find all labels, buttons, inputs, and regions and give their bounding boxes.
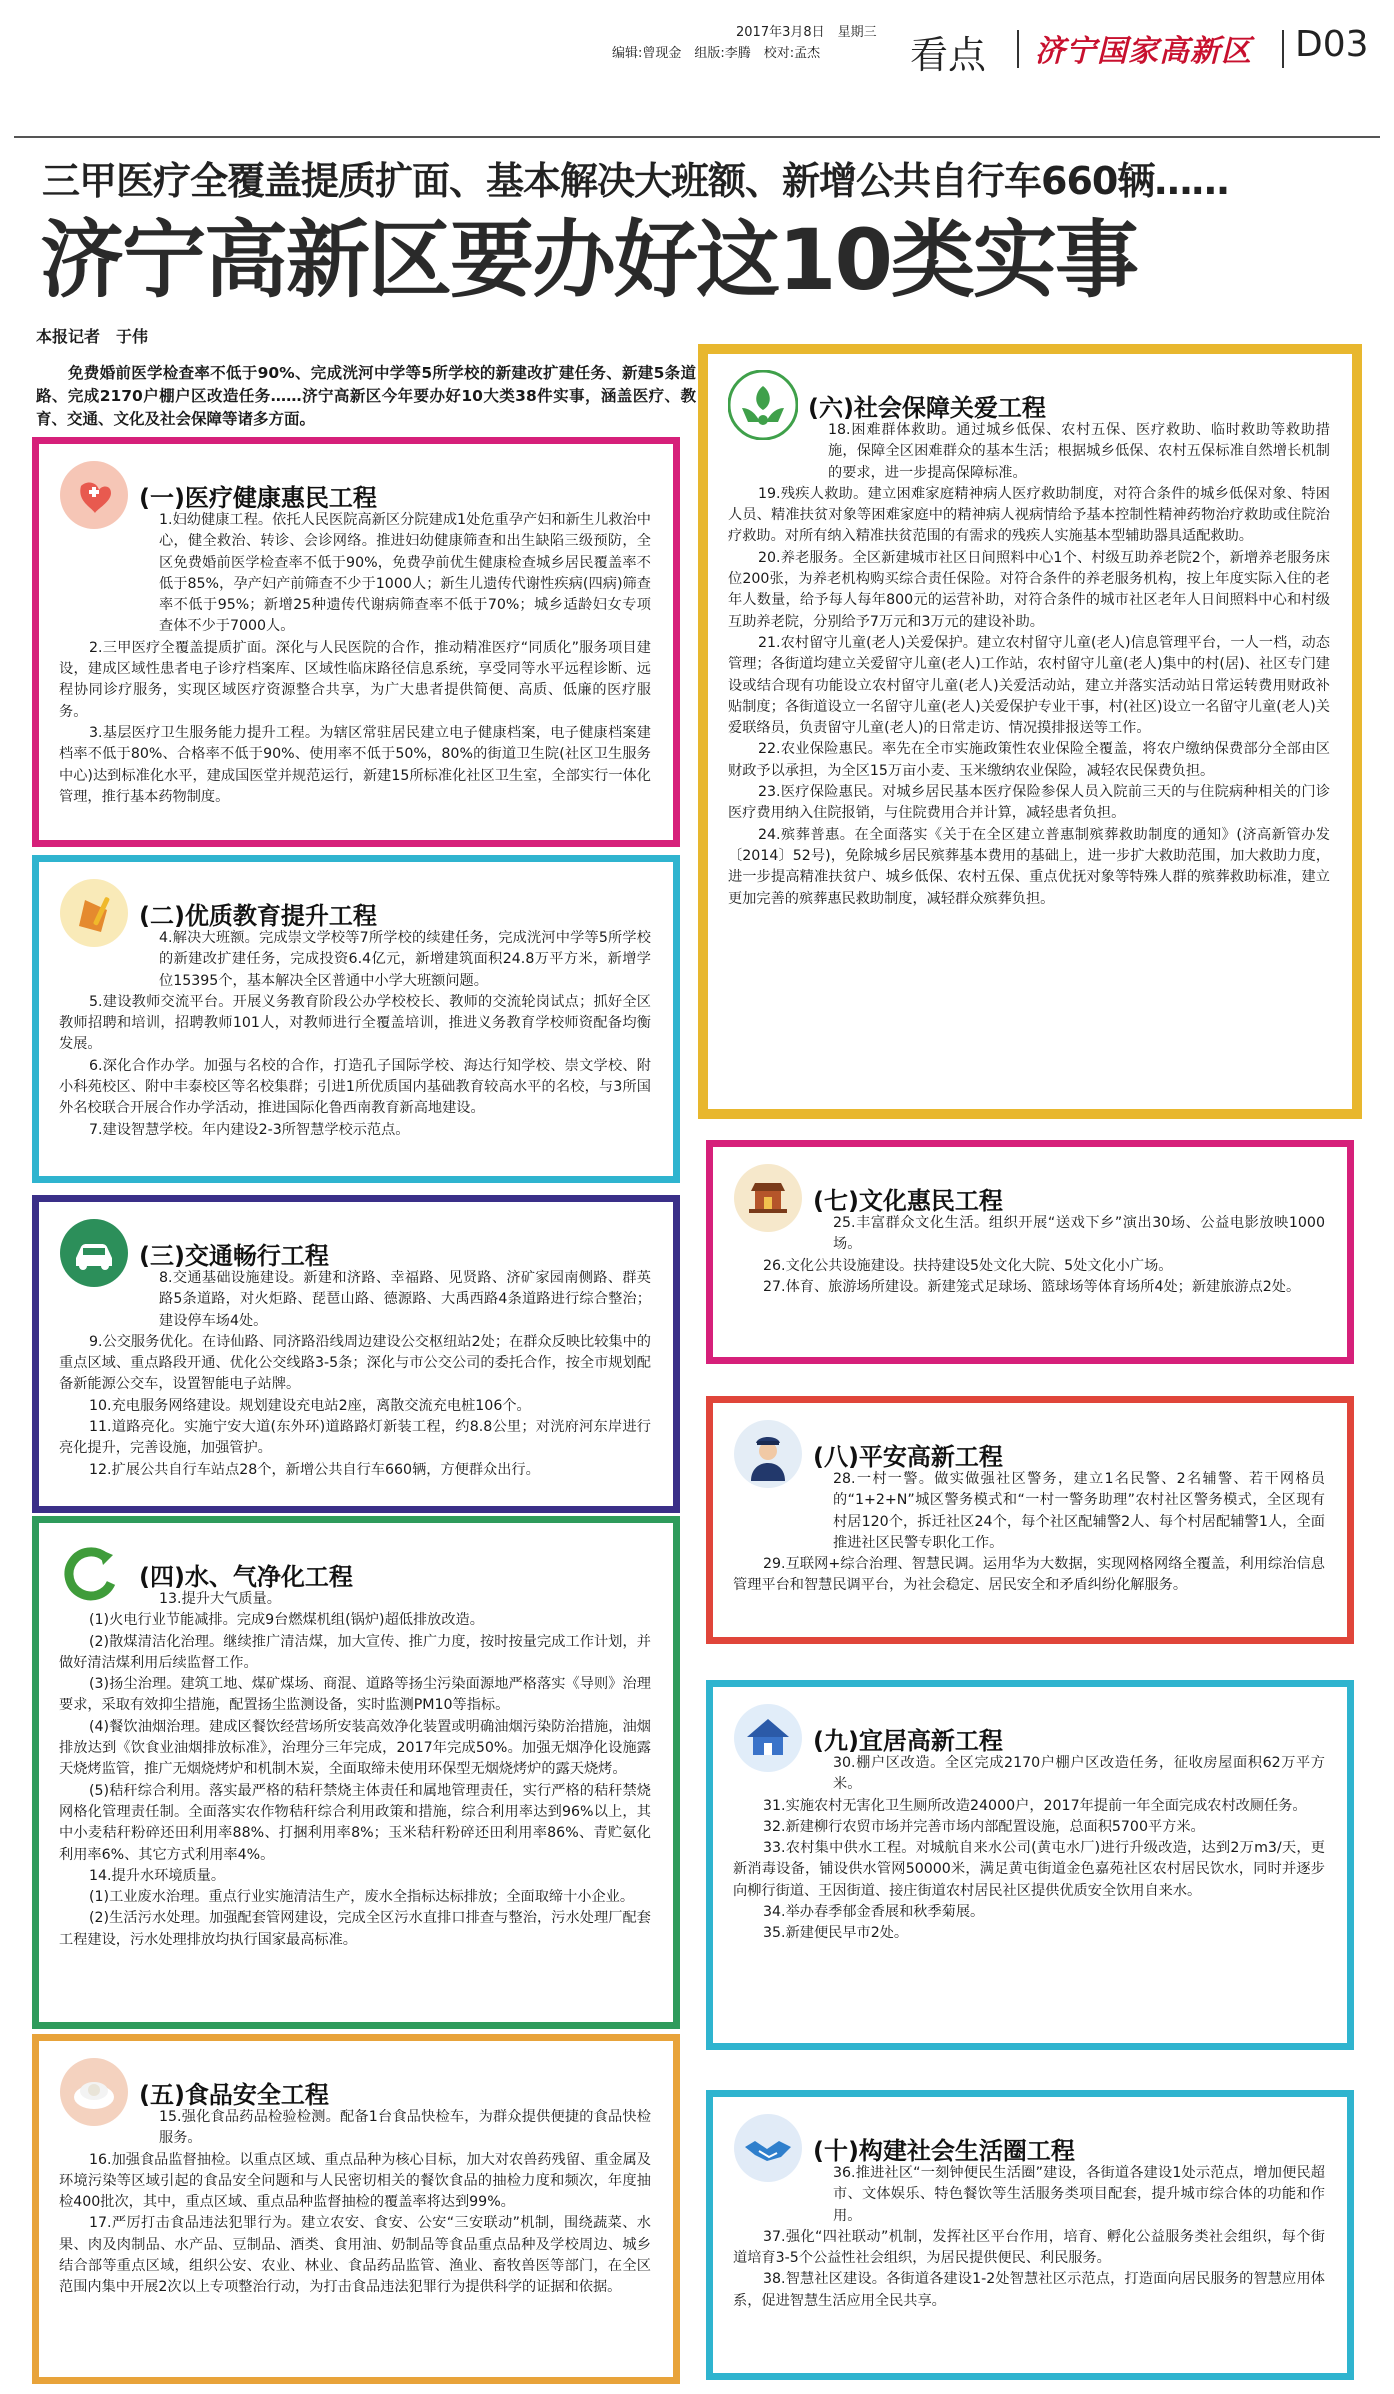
paragraph: (4)餐饮油烟治理。建成区餐饮经营场所安装高效净化装置或明确油烟污染防治措施，油烟排放达到《饮食业油烟排放标准》，治理分三年完成，2017年完成50%。加强无烟净化设施露天烧烤监管，推广无烟烧烤炉和机制木炭，全面取缔未使用环保型无烟烧烤炉的露天烧烤。	[59, 1718, 651, 1778]
section-body	[733, 1753, 1325, 1945]
section-public-safety	[706, 1396, 1354, 1644]
byline: 本报记者 于伟	[36, 327, 149, 346]
paragraph: 13.提升大气质量。	[159, 1591, 281, 1607]
header-rule	[14, 136, 1380, 138]
paragraph: 34.举办春季郁金香展和秋季菊展。	[763, 1904, 985, 1921]
paragraph: 4.解决大班额。完成崇文学校等7所学校的续建任务，完成洸河中学等5所学校的新建改扩建任务，完成投资6.4亿元，新增建筑面积24.8万平方米，新增学位15395个，基本解决全区普通中小学大班额问题。	[159, 930, 651, 989]
section-transport	[32, 1195, 680, 1513]
paragraph: 30.棚户区改造。全区完成2170户棚户区改造任务，征收房屋面积62万平方米。	[833, 1755, 1325, 1793]
section-food-safety	[32, 2034, 680, 2384]
paragraph: 31.实施农村无害化卫生厕所改造24000户，2017年提前一年全面完成农村改厕任务。	[763, 1797, 1307, 1814]
paragraph: (2)生活污水处理。加强配套管网建设，完成全区污水直排口排查与整治，污水处理厂配套工程建设，污水处理排放均执行国家最高标准。	[59, 1910, 651, 1948]
paragraph: 11.道路亮化。实施宁安大道(东外环)道路路灯新装工程，约8.8公里；对洸府河东岸进行亮化提升，完善设施，加强管护。	[59, 1419, 651, 1457]
paragraph: 29.互联网+综合治理、智慧民调。运用华为大数据，实现网格网络全覆盖，利用综治信息管理平台和智慧民调平台，为社会稳定、居民安全和矛盾纠纷化解服务。	[733, 1556, 1325, 1594]
paragraph: 18.困难群体救助。通过城乡低保、农村五保、医疗救助、临时救助等救助措施，保障全区困难群众的基本生活；根据城乡低保、农村五保标准自然增长机制的要求，进一步提高保障标准。	[828, 422, 1330, 481]
police-icon	[733, 1419, 803, 1489]
paragraph: 5.建设教师交流平台。开展义务教育阶段公办学校校长、教师的交流轮岗试点；抓好全区教师招聘和培训，招聘教师101人，对教师进行全覆盖培训，推进义务教育学校师资配备均衡发展。	[59, 993, 651, 1053]
paragraph: 35.新建便民早市2处。	[763, 1925, 909, 1942]
education-icon	[59, 878, 129, 948]
culture-icon	[733, 1163, 803, 1233]
paragraph: 16.加强食品监督抽检。以重点区域、重点品种为核心目标，加大对农兽药残留、重金属及环境污染等区域引起的食品安全问题和与人民密切相关的餐饮食品的抽检力度和频次，年度抽检400批次，其中，重点区域、重点品种监督抽检的覆盖率将达到99%。	[59, 2151, 651, 2211]
paragraph: (5)秸秆综合利用。落实最严格的秸秆禁烧主体责任和属地管理责任，实行严格的秸秆禁烧网格化管理责任制。全面落实农作物秸秆综合利用政策和措施，综合利用率达到96%以上，其中小麦秸秆粉碎还田利用率88%、打捆利用率8%；玉米秸秆粉碎还田利用率86%、青贮氨化利用率6%、其它方式利用率4%。	[59, 1782, 651, 1863]
section-title: (一)医疗健康惠民工程	[139, 483, 377, 512]
paragraph: 37.强化“四社联动”机制，发挥社区平台作用，培育、孵化公益服务类社会组织，每个街道培育3-5个公益性社会组织，为居民提供便民、利民服务。	[733, 2228, 1325, 2267]
paragraph: 28.一村一警。做实做强社区警务，建立1名民警、2名辅警、若干网格员的“1+2+N”城区警务模式和“一村一警务助理”农村社区警务模式，全区现有村居120个，拆迁社区24个，每个社区配辅警2人、每个村居配辅警1人，全面推进社区民警专职化工作。	[833, 1471, 1325, 1551]
section-medical	[32, 437, 680, 847]
column-name: 看点	[910, 33, 987, 77]
page-header	[0, 0, 1394, 78]
paragraph: 2.三甲医疗全覆盖提质扩面。深化与人民医院的合作，推动精准医疗“同质化”服务项目建设，建成区域性患者电子诊疗档案库、区域性临床路径信息系统，享受同等水平远程诊断、远程协同诊疗服务，实现区域医疗资源整合共享，为广大患者提供简便、高质、低廉的医疗服务。	[59, 639, 651, 720]
section-body	[59, 1589, 651, 1951]
section-livable	[706, 1680, 1354, 2050]
paragraph: (2)散煤清洁化治理。继续推广清洁煤，加大宣传、推广力度，按时按量完成工作计划，并做好清洁煤利用后续监督工作。	[59, 1633, 651, 1671]
paragraph: 19.残疾人救助。建立困难家庭精神病人医疗救助制度，对符合条件的城乡低保对象、特困人员、精准扶贫对象等困难家庭中的精神病人视病情给予基本控制性精神药物治疗救助或住院治疗救助。对所有纳入精准扶贫范围的有需求的残疾人实施基本型辅助器具适配救助。	[728, 485, 1330, 545]
issue-date: 2017年3月8日 星期三	[736, 25, 877, 40]
section-brand: 济宁国家高新区	[1035, 34, 1252, 69]
car-icon	[59, 1218, 129, 1288]
section-title: (八)平安高新工程	[813, 1442, 1003, 1471]
header-divider	[1282, 30, 1284, 68]
header-divider	[1017, 30, 1019, 68]
paragraph: 25.丰富群众文化生活。组织开展“送戏下乡”演出30场、公益电影放映1000场。	[833, 1215, 1325, 1253]
section-education	[32, 855, 680, 1183]
section-title: (九)宜居高新工程	[813, 1726, 1003, 1755]
care-icon	[728, 370, 798, 440]
paragraph: 9.公交服务优化。在诗仙路、同济路沿线周边建设公交枢纽站2处；在群众反映比较集中的重点区域、重点路段开通、优化公交线路3-5条；深化与市公交公司的委托合作，按全市规划配备新能源公交车，设置智能电子站牌。	[59, 1333, 651, 1393]
section-body	[733, 1213, 1325, 1298]
section-culture	[706, 1140, 1354, 1364]
paragraph: 7.建设智慧学校。年内建设2-3所智慧学校示范点。	[89, 1121, 410, 1138]
paragraph: 14.提升水环境质量。	[89, 1867, 226, 1884]
handshake-icon	[733, 2113, 803, 2183]
section-title: (四)水、气净化工程	[139, 1562, 353, 1591]
eco-icon	[59, 1539, 129, 1609]
paragraph: 20.养老服务。全区新建城市社区日间照料中心1个、村级互助养老院2个，新增养老服务床位200张，为养老机构购买综合责任保险。对符合条件的养老服务机构，按上年度实际入住的老年人数量，给予每人每年800元的运营补助，对符合条件的城市社区老年人日间照料中心和村级互助养老院，分别给予7万元和3万元的建设补助。	[728, 549, 1330, 630]
paragraph: 6.深化合作办学。加强与名校的合作，打造孔子国际学校、海达行知学校、崇文学校、附小科苑校区、附中丰泰校区等名校集群；引进1所优质国内基础教育较高水平的名校，与3所国外名校联合开展合作办学活动，推进国际化鲁西南教育新高地建设。	[59, 1057, 651, 1117]
paragraph: 10.充电服务网络建设。规划建设充电站2座，离散交流充电桩106个。	[89, 1397, 531, 1414]
section-social-security	[698, 344, 1362, 1119]
paragraph: 17.严厉打击食品违法犯罪行为。建立农安、食安、公安“三安联动”机制，围绕蔬菜、水果、肉及肉制品、水产品、豆制品、酒类、食用油、奶制品等食品重点品种及学校周边、城乡结合部等重点区域，组织公安、农业、林业、食品药品监管、渔业、畜牧兽医等部门，在全区范围内集中开展2次以上专项整治行动，为打击食品违法犯罪行为提供科学的证据和依据。	[59, 2215, 651, 2296]
medical-icon	[59, 460, 129, 530]
paragraph: 38.智慧社区建设。各街道各建设1-2处智慧社区示范点，打造面向居民服务的智慧应用体系，促进智慧生活应用全民共享。	[733, 2271, 1325, 2309]
section-body	[59, 2107, 651, 2299]
section-title: (十)构建社会生活圈工程	[813, 2136, 1075, 2165]
section-title: (七)文化惠民工程	[813, 1186, 1003, 1215]
section-title: (二)优质教育提升工程	[139, 901, 377, 930]
section-body	[59, 510, 651, 808]
paragraph: 27.体育、旅游场所建设。新建笼式足球场、篮球场等体育场所4处；新建旅游点2处。	[763, 1278, 1301, 1295]
section-title: (三)交通畅行工程	[139, 1241, 329, 1270]
paragraph: 23.医疗保险惠民。对城乡居民基本医疗保险参保人员入院前三天的与住院病种相关的门诊医疗费用纳入住院报销，与住院费用合并计算，减轻患者负担。	[728, 784, 1330, 822]
paragraph: 36.推进社区“一刻钟便民生活圈”建设，各街道各建设1处示范点，增加便民超市、文体娱乐、特色餐饮等生活服务类项目配套，提升城市综合体的功能和作用。	[833, 2165, 1325, 2224]
paragraph: 21.农村留守儿童(老人)关爱保护。建立农村留守儿童(老人)信息管理平台，一人一档，动态管理；各街道均建立关爱留守儿童(老人)工作站，农村留守儿童(老人)集中的村(居)、社区专门建设或结合现有功能设立农村留守儿童(老人)关爱活动站，建立并落实活动站日常运转费用财政补贴制度；各街道设立一名留守儿童(老人)关爱保护专业干事，村(社区)设立一名留守儿童(老人)关爱联络员，负责留守儿童(老人)的日常走访、情况摸排报送等工作。	[728, 634, 1330, 737]
section-body	[733, 2163, 1325, 2312]
section-water-air	[32, 1516, 680, 2029]
paragraph: 32.新建柳行农贸市场并完善市场内部配置设施，总面积5700平方米。	[763, 1818, 1205, 1835]
header-meta	[612, 22, 912, 64]
paragraph: 33.农村集中供水工程。对城航自来水公司(黄屯水厂)进行升级改造，达到2万m3/天，更新消毒设备，铺设供水管网50000米，满足黄屯街道金色嘉苑社区农村居民饮水，同时并逐步向柳行街道、王因街道、接庄街道农村居民社区提供优质安全饮用自来水。	[733, 1840, 1325, 1899]
paragraph: 15.强化食品药品检验检测。配备1台食品快检车，为群众提供便捷的食品快检服务。	[159, 2109, 651, 2147]
main-headline: 济宁高新区要办好这10类实事	[40, 211, 1137, 309]
paragraph: (1)火电行业节能减排。完成9台燃煤机组(锅炉)超低排放改造。	[89, 1612, 484, 1629]
section-body	[59, 928, 651, 1141]
paragraph: 3.基层医疗卫生服务能力提升工程。为辖区常驻居民建立电子健康档案，电子健康档案建档率不低于80%、合格率不低于90%、使用率不低于50%，80%的街道卫生院(社区卫生服务中心)达到标准化水平，建成国医堂并规范运行，新建15所标准化社区卫生室，全部实行一体化管理，推行基本药物制度。	[59, 724, 651, 805]
paragraph: (3)扬尘治理。建筑工地、煤矿煤场、商混、道路等扬尘污染面源地严格落实《导则》治理要求，采取有效抑尘措施，配置扬尘监测设备，实时监测PM10等指标。	[59, 1676, 651, 1714]
section-body	[728, 420, 1330, 910]
house-icon	[733, 1703, 803, 1773]
lead-paragraph: 免费婚前医学检查率不低于90%、完成洸河中学等5所学校的新建改扩建任务、新建5条道路、完成2170户棚户区改造任务……济宁高新区今年要办好10大类38件实事，涵盖医疗、教育、交通、文化及社会保障等诸多方面。	[36, 364, 696, 428]
paragraph: 8.交通基础设施建设。新建和济路、幸福路、见贤路、济矿家园南侧路、群英路5条道路，对火炬路、琵琶山路、德源路、大禹西路4条道路进行综合整治；建设停车场4处。	[159, 1270, 651, 1329]
section-title: (六)社会保障关爱工程	[808, 393, 1046, 422]
section-life-circle	[706, 2090, 1354, 2380]
kicker-headline: 三甲医疗全覆盖提质扩面、基本解决大班额、新增公共自行车660辆……	[42, 159, 1229, 203]
editor-credits: 编辑:曾现金 组版:李腾 校对:孟杰	[612, 46, 821, 61]
paragraph: 12.扩展公共自行车站点28个，新增公共自行车660辆，方便群众出行。	[89, 1461, 540, 1478]
paragraph: (1)工业废水治理。重点行业实施清洁生产，废水全指标达标排放；全面取缔十小企业。	[89, 1889, 635, 1906]
paragraph: 1.妇幼健康工程。依托人民医院高新区分院建成1处危重孕产妇和新生儿救治中心，健全救治、转诊、会诊网络。推进妇幼健康筛查和出生缺陷三级预防，全区免费婚前医学检查率不低于90%，免费孕前优生健康检查城乡居民覆盖率不低于85%，孕产妇产前筛查不少于1000人；新生儿遗传代谢性疾病(四病)筛查率不低于95%；新增25种遗传代谢病筛查率不低于70%；城乡适龄妇女专项查体不少于7000人。	[159, 512, 651, 635]
food-icon	[59, 2057, 129, 2127]
paragraph: 26.文化公共设施建设。扶持建设5处文化大院、5处文化小广场。	[763, 1257, 1173, 1274]
section-body	[59, 1268, 651, 1481]
page-number: D03	[1295, 24, 1369, 65]
paragraph: 22.农业保险惠民。率先在全市实施政策性农业保险全覆盖，将农户缴纳保费部分全部由区财政予以承担，为全区15万亩小麦、玉米缴纳农业保险，减轻农民保费负担。	[728, 741, 1330, 779]
section-body	[733, 1469, 1325, 1597]
paragraph: 24.殡葬普惠。在全面落实《关于在全区建立普惠制殡葬救助制度的通知》(济高新管办发〔2014〕52号)，免除城乡居民殡葬基本费用的基础上，进一步扩大救助范围，加大救助力度，进一步提高精准扶贫户、城乡低保、农村五保、重点优抚对象等特殊人群的殡葬救助标准，建立更加完善的殡葬惠民救助制度，减轻群众殡葬负担。	[728, 826, 1330, 907]
section-title: (五)食品安全工程	[139, 2080, 329, 2109]
